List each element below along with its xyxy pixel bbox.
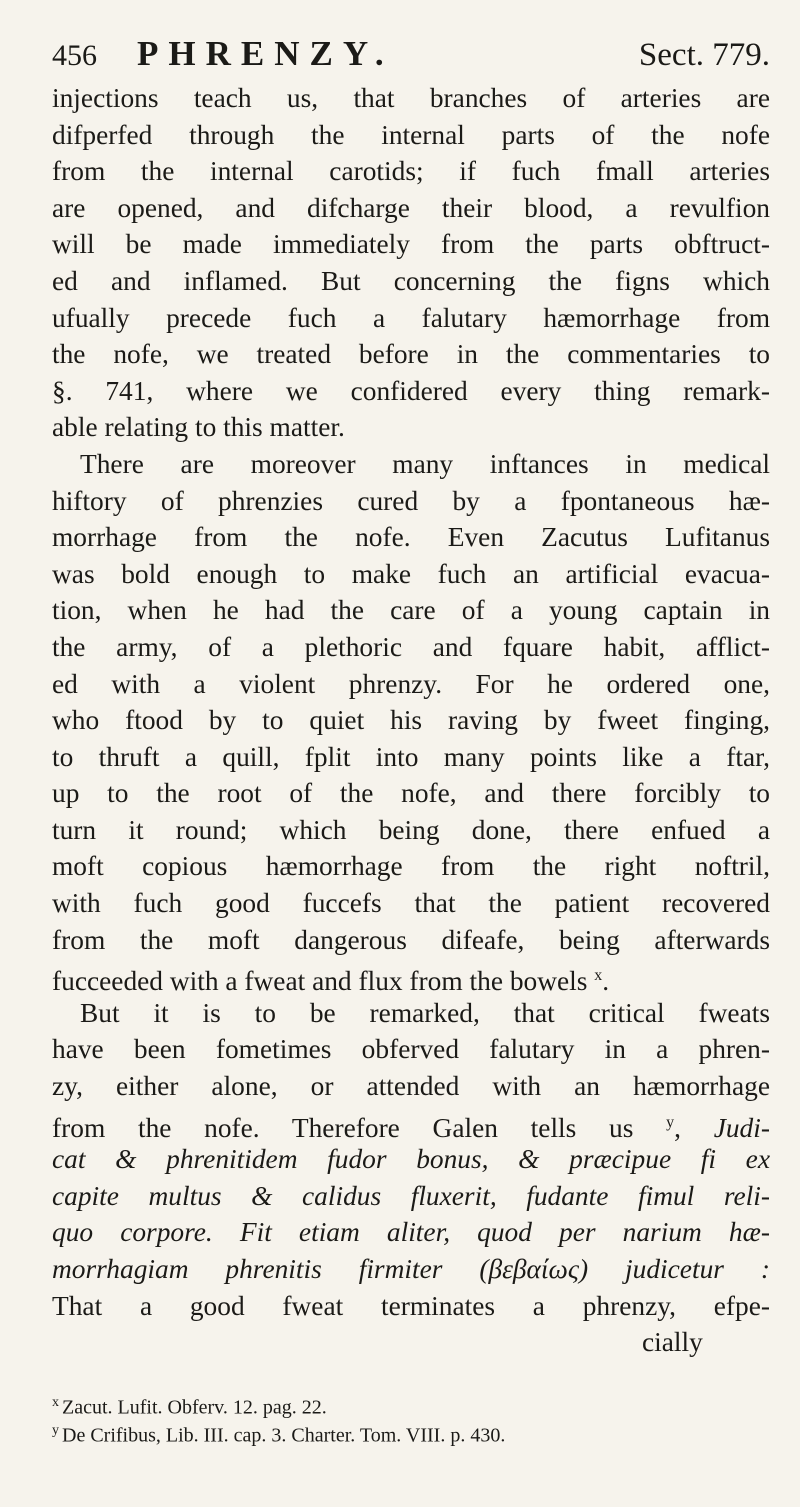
page-number: 456 [52, 39, 97, 72]
footnotes [52, 1391, 770, 1448]
catchword: cially [642, 1327, 703, 1358]
latin-quote-line: morrhagiam phrenitis firmiter (βεβαίως) judicetur : [52, 1254, 770, 1284]
text-line: ufually precede fuch a falutary hæmorrhage from [52, 302, 770, 333]
section-reference: Sect. 779. [638, 37, 770, 73]
text-line-with-note: from the nofe. Therefore Galen tells us $^y$, Judi- [52, 1112, 770, 1143]
footnote-mark: x [52, 1394, 59, 1410]
text-line: tion, when he had the care of a young captain in [52, 595, 770, 626]
text-line: That a good fweat terminates a phrenzy, efpe- [52, 1290, 770, 1321]
text-line: hiftory of phrenzies cured by a fpontaneous hæ- [52, 485, 770, 516]
text-line: moft copious hæmorrhage from the right noftril, [52, 851, 770, 882]
text-line: ed with a violent phrenzy. For he ordered one, [52, 668, 770, 699]
text-line: was bold enough to make fuch an artificial evacua- [52, 558, 770, 589]
period: . [602, 966, 610, 997]
text-line: ed and inflamed. But concerning the figns which [52, 265, 770, 296]
text-line: up to the root of the nofe, and there forcibly to [52, 778, 770, 809]
running-head [52, 34, 770, 74]
footnote-x [52, 1391, 770, 1420]
text-line: morrhage from the nofe. Even Zacutus Lufitanus [52, 522, 770, 553]
text-line: from the internal carotids; if fuch fmall arteries [52, 156, 770, 187]
latin-quote-line: cat & phrenitidem fudor bonus, & præcipue fi ex [52, 1144, 770, 1175]
text-line: difperfed through the internal parts of the nofe [52, 119, 770, 150]
text-line: turn it round; which being done, there enfued a [52, 814, 770, 845]
text-line: §. 741, where we confidered every thing remark- [52, 375, 770, 406]
footnote-ref-y[interactable]: y [666, 1113, 675, 1131]
text-line: are opened, and difcharge their blood, a revulfion [52, 192, 770, 223]
text-line: injections teach us, that branches of arteries are [52, 83, 770, 113]
paragraph-start-line: But it is to be remarked, that critical fweats [80, 997, 770, 1028]
text-line: have been fometimes obferved falutary in a phren- [52, 1034, 770, 1065]
footnote-ref-x[interactable]: x [594, 967, 603, 985]
running-title: PHRENZY. [137, 34, 394, 73]
footnote-text: De Crifibus, Lib. III. cap. 3. Charter. Tom. VIII. p. 430. [62, 1425, 506, 1448]
latin-quote-line: quo corpore. Fit etiam aliter, quod per narium hæ- [52, 1217, 770, 1248]
paragraph-start-line: There are moreover many inftances in medical [80, 448, 770, 479]
text-line: the army, of a plethoric and fquare habit, afflict- [52, 631, 770, 662]
footnote-text: Zacut. Lufit. Obferv. 12. pag. 22. [62, 1396, 327, 1419]
text-line: will be made immediately from the parts obftruct- [52, 229, 770, 260]
latin-quote-start: Judi- [713, 1112, 770, 1143]
text-line: zy, either alone, or attended with an hæmorrhage [52, 1071, 770, 1102]
footnote-mark: y [52, 1423, 59, 1439]
text-line: from the moft dangerous difeafe, being afterwards [52, 924, 770, 955]
text-line: able relating to this matter. [52, 412, 345, 443]
line-text: from the nofe. Therefore Galen tells us [52, 1112, 634, 1143]
text-line: who ftood by to quiet his raving by fweet finging, [52, 705, 770, 736]
body-text [52, 80, 770, 1361]
latin-quote-line: capite multus & calidus fluxerit, fudante fimul reli- [52, 1180, 770, 1211]
line-text: fucceeded with a fweat and flux from the bowels [52, 966, 588, 997]
text-line-with-note [52, 958, 770, 995]
text-line: with fuch good fuccefs that the patient recovered [52, 888, 770, 919]
footnote-y [52, 1419, 770, 1448]
text-line: the nofe, we treated before in the commentaries to [52, 339, 770, 370]
text-line: to thruft a quill, fplit into many points like a ftar, [52, 741, 770, 772]
